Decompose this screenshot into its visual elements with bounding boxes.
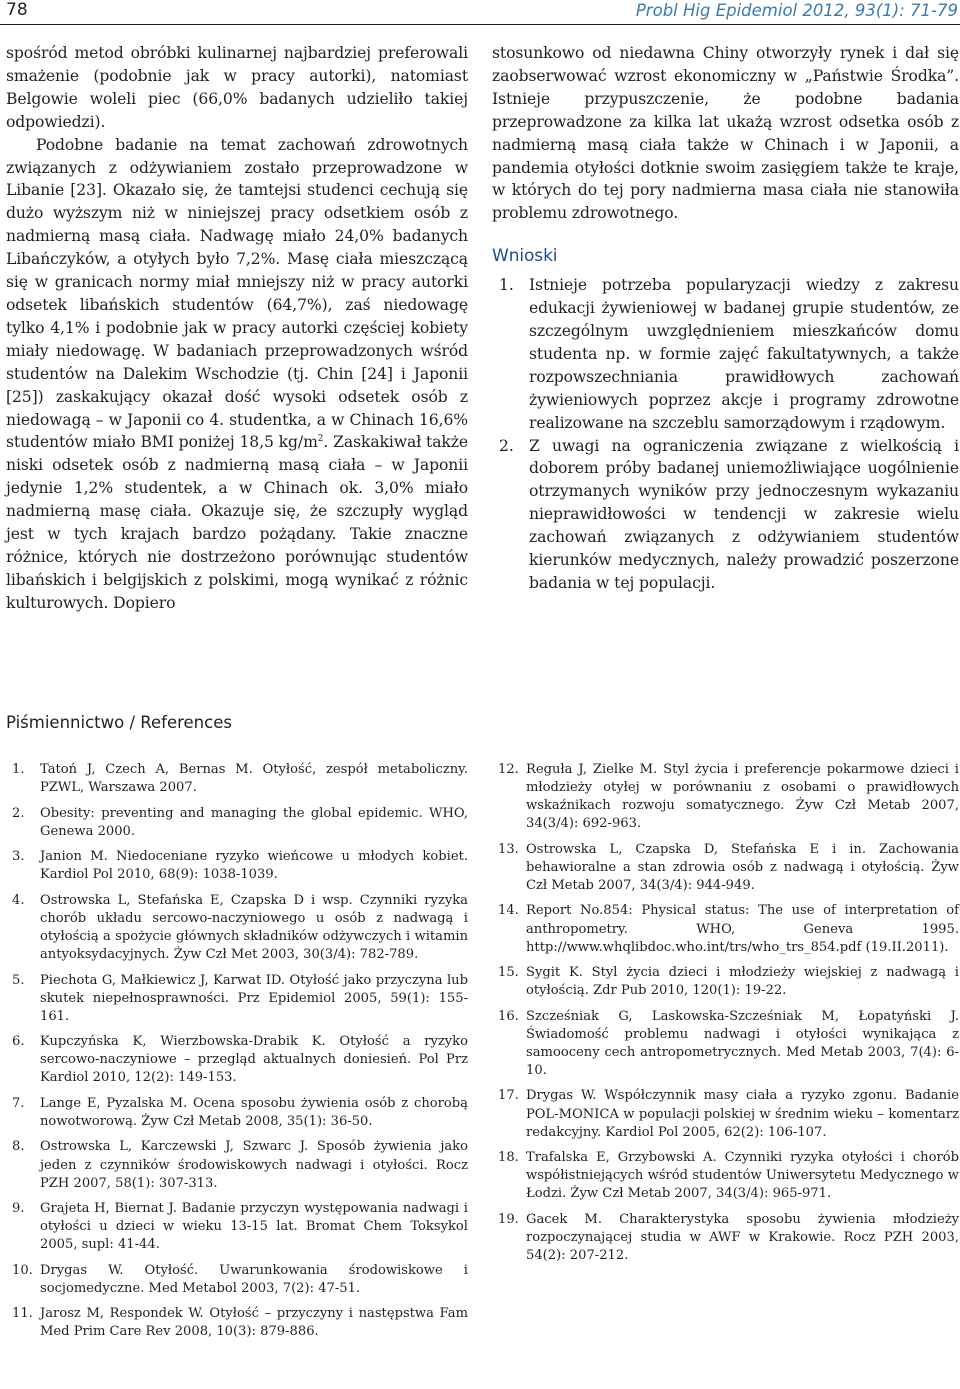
- reference-number: 4.: [12, 892, 25, 908]
- conclusion-text: Istnieje potrzeba popularyzacji wiedzy z zakresu edukacji żywieniowej w badanej grupie studentów, ze szczególnym uwzględnieniem mieszkańców domu studenta np. w formie zajęć fakultatywnych, a także rozpowszechniania prawidłowych zachowań żywieniowych poprzez akcje i programy zdrowotne realizowane na szczeblu samorządowym i rządowym.: [529, 276, 959, 432]
- reference-item: [492, 902, 959, 956]
- reference-number: 13.: [498, 841, 519, 857]
- conclusion-text: Z uwagi na ograniczenia związane z wielkością i doborem próby badanej uniemożliwiające uogólnienie otrzymanych wyników przy jednoczesnym wykazaniu nieprawidłowości w tendencji w zakresie wielu zachowań związanych z odżywianiem studentów kierunków medycznych, należy prowadzić poszerzone badania w tej populacji.: [529, 436, 959, 592]
- conclusion-item: [492, 274, 959, 434]
- reference-text: Sygit K. Styl życia dzieci i młodzieży wiejskiej z nadwagą i otyłością. Zdr Pub 2010, 120(1): 19-22.: [526, 965, 959, 999]
- reference-item: [492, 761, 959, 833]
- superscript: 2: [317, 434, 324, 445]
- reference-number: 18.: [498, 1150, 519, 1166]
- references-left-column: [6, 761, 468, 1349]
- reference-text: Jarosz M, Respondek W. Otyłość – przyczyny i następstwa Fam Med Prim Care Rev 2008, 10(3): 879-886.: [40, 1306, 468, 1340]
- reference-text: Tatoń J, Czech A, Bernas M. Otyłość, zespół metaboliczny. PZWL, Warszawa 2007.: [40, 762, 468, 796]
- reference-item: [492, 1008, 959, 1080]
- reference-number: 17.: [498, 1088, 519, 1104]
- reference-item: [6, 1262, 468, 1298]
- conclusions-list: [492, 274, 959, 595]
- reference-number: 15.: [498, 965, 519, 981]
- reference-item: [492, 1211, 959, 1265]
- reference-item: [6, 761, 468, 797]
- reference-text: Report No.854: Physical status: The use of interpretation of anthropometry. WHO, Geneva 1995. http://www.whqlibdoc.who.int/trs/who_trs_854.pdf (19.II.2011).: [526, 903, 959, 955]
- reference-text: Piechota G, Małkiewicz J, Karwat ID. Otyłość jako przyczyna lub skutek niepełnosprawności. Prz Epidemiol 2005, 59(1): 155-161.: [40, 972, 468, 1024]
- reference-number: 7.: [12, 1095, 25, 1111]
- reference-text: Grajeta H, Biernat J. Badanie przyczyn występowania nadwagi i otyłości u dzieci w wieku 13-15 lat. Bromat Chem Toksykol 2005, supl: 41-44.: [40, 1201, 468, 1253]
- reference-item: [6, 1138, 468, 1192]
- reference-number: 10.: [12, 1262, 33, 1278]
- conclusion-number: 2.: [499, 436, 514, 455]
- references-heading: Piśmiennictwo / References: [6, 713, 232, 732]
- reference-item: [6, 805, 468, 841]
- reference-item: [6, 848, 468, 884]
- reference-item: [492, 964, 959, 1000]
- reference-item: [492, 1087, 959, 1141]
- reference-item: [6, 1033, 468, 1087]
- reference-number: 5.: [12, 972, 25, 988]
- journal-citation: Probl Hig Epidemiol 2012, 93(1): 71-79: [635, 1, 958, 20]
- reference-text: Trafalska E, Grzybowski A. Czynniki ryzyka otyłości i chorób współistniejących wśród studentów Uniwersytetu Medycznego w Łodzi. Żyw Czł Metab 2007, 34(3/4): 965-971.: [526, 1150, 959, 1202]
- reference-text: Ostrowska L, Stefańska E, Czapska D i wsp. Czynniki ryzyka chorób układu sercowo-naczyniowego u osób z nadwagą i otyłością a spożycie głównych składników odżywczych i witamin antyoksydacyjnych. Żyw Czł Met 2003, 30(3/4): 782-789.: [40, 892, 468, 963]
- right-text-column: [492, 42, 959, 595]
- conclusions-heading: Wnioski: [492, 246, 558, 267]
- page-number: 78: [6, 0, 28, 20]
- reference-text: Drygas W. Współczynnik masy ciała a ryzyko zgonu. Badanie POL-MONICA w populacji polskiej w średnim wieku – komentarz redakcyjny. Kardiol Pol 2005, 62(2): 106-107.: [526, 1088, 959, 1140]
- reference-item: [492, 841, 959, 895]
- reference-number: 14.: [498, 903, 519, 919]
- reference-number: 6.: [12, 1034, 25, 1050]
- reference-text: Ostrowska L, Karczewski J, Szwarc J. Sposób żywienia jako jeden z czynników środowiskowych nadwagi i otyłości. Rocz PZH 2007, 58(1): 307-313.: [40, 1139, 468, 1191]
- reference-text: Ostrowska L, Czapska D, Stefańska E i in. Zachowania behawioralne a stan zdrowia osób z nadwagą i otyłością. Żyw Czł Metab 2007, 34(3/4): 944-949.: [526, 841, 959, 893]
- reference-item: [6, 1200, 468, 1254]
- reference-text: Drygas W. Otyłość. Uwarunkowania środowiskowe i socjomedyczne. Med Metabol 2003, 7(2): 47-51.: [40, 1262, 468, 1296]
- reference-item: [6, 1095, 468, 1131]
- reference-number: 3.: [12, 849, 25, 865]
- references-right-column: [492, 761, 959, 1272]
- left-text-column: [6, 42, 468, 615]
- reference-item: [6, 972, 468, 1026]
- reference-text: Szcześniak G, Laskowska-Szcześniak M, Łopatyński J. Świadomość problemu nadwagi i otyłości wynikająca z samooceny cech antropometrycznych. Med Metab 2003, 7(4): 6-10.: [526, 1008, 959, 1078]
- reference-text: Gacek M. Charakterystyka sposobu żywienia młodzieży rozpoczynającej studia w AWF w Krakowie. Rocz PZH 2003, 54(2): 207-212.: [526, 1211, 959, 1263]
- header-divider: [0, 24, 960, 25]
- paragraph: spośród metod obróbki kulinarnej najbardziej preferowali smażenie (podobnie jak w pracy autorki), natomiast Belgowie woleli piec (66,0% badanych udzieliło takiej odpowiedzi).: [6, 44, 468, 131]
- reference-item: [6, 892, 468, 964]
- reference-text: Janion M. Niedoceniane ryzyko wieńcowe u młodych kobiet. Kardiol Pol 2010, 68(9): 1038-1039.: [40, 849, 468, 883]
- reference-number: 19.: [498, 1211, 519, 1227]
- reference-number: 16.: [498, 1008, 519, 1024]
- reference-number: 9.: [12, 1201, 25, 1217]
- reference-number: 2.: [12, 805, 25, 821]
- reference-number: 12.: [498, 762, 519, 777]
- paragraph: stosunkowo od niedawna Chiny otworzyły rynek i dał się zaobserwować wzrost ekonomiczny w „Państwie Środka”. Istnieje przypuszczenie, że podobne badania przeprowadzone za kilka lat ukażą wzrost odsetka osób z nadmierną masą ciała także w Chinach i w Japonii, a pandemia otyłości dotknie swoim zasięgiem także te kraje, w których do tej pory nadmierna masa ciała nie stanowiła problemu zdrowotnego.: [492, 44, 959, 223]
- paragraph-text: . Zaskakiwał także niski odsetek osób z nadmierną masą ciała – w Japonii jedynie 1,2% studentek, a w Chinach ok. 3,0% miało nadmierną masę ciała. Okazuje się, że szczupły wygląd jest w tych krajach bardzo pożądany. Takie znaczne różnice, których nie dostrzeżono porównując studentów libańskich i belgijskich z polskimi, mogą wynikać z różnic kulturowych. Dopiero: [6, 433, 469, 612]
- conclusion-number: 1.: [499, 276, 514, 295]
- reference-item: [6, 1305, 468, 1341]
- reference-text: Obesity: preventing and managing the global epidemic. WHO, Genewa 2000.: [40, 805, 468, 839]
- reference-number: 11.: [12, 1306, 33, 1322]
- reference-item: [492, 1149, 959, 1203]
- conclusion-item: [492, 435, 959, 595]
- reference-text: Lange E, Pyzalska M. Ocena sposobu żywienia osób z chorobą nowotworową. Żyw Czł Metab 2008, 35(1): 36-50.: [40, 1095, 468, 1129]
- paragraph-text: Podobne badanie na temat zachowań zdrowotnych związanych z odżywianiem zostało przeprowadzone w Libanie [23]. Okazało się, że tamtejsi studenci cechują się dużo wyższym niż w niniejszej pracy odsetkiem osób z nadmierną masą ciała. Nadwagę miało 24,0% badanych Libańczyków, a otyłych było 7,2%. Masę ciała mieszczącą się w granicach normy miał mniejszy niż w pracy autorki odsetek libańskich studentów (64,7%), zaś niedowagę tylko 4,1% i podobnie jak w pracy autorki częściej kobiety miały niedowagę. W badaniach przeprowadzonych wśród studentów na Dalekim Wschodzie (tj. Chin [24] i Japonii [25]) zaskakujący okazał dość wysoki odsetek osób z niedowagą – w Japonii co 4. studentka, a w Chinach 16,6% studentów miało BMI poniżej 18,5 kg/m: [6, 135, 468, 452]
- reference-number: 8.: [12, 1139, 25, 1155]
- reference-text: Kupczyńska K, Wierzbowska-Drabik K. Otyłość a ryzyko sercowo-naczyniowe – przegląd aktualnych doniesień. Pol Prz Kardiol 2010, 12(2): 149-153.: [40, 1034, 468, 1086]
- paragraph: [6, 134, 468, 615]
- reference-text: Reguła J, Zielke M. Styl życia i preferencje pokarmowe dzieci i młodzieży otyłej w porównaniu z osobami o prawidłowych wskaźnikach rozwoju somatycznego. Żyw Czł Metab 2007, 34(3/4): 692-963.: [526, 762, 959, 832]
- reference-number: 1.: [12, 762, 25, 777]
